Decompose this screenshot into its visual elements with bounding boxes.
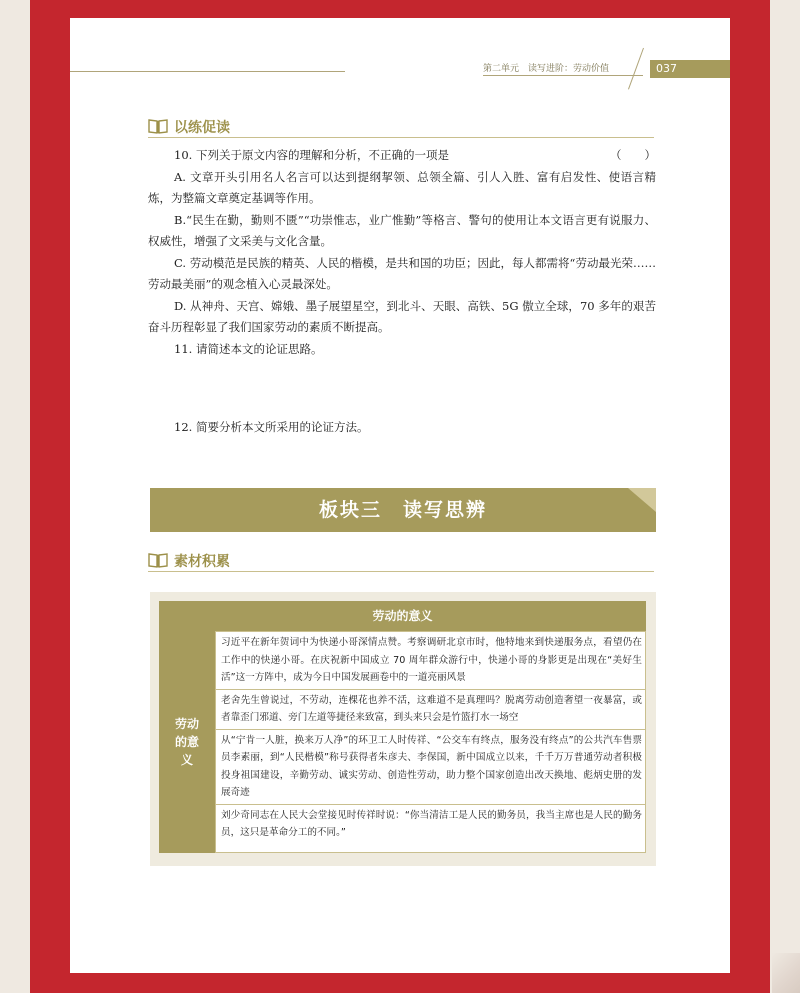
corner-decoration bbox=[772, 953, 800, 993]
header-rule-right bbox=[483, 75, 643, 76]
table-row: 习近平在新年贺词中为快递小哥深情点赞。考察调研北京市时，他特地来到快递服务点，看望仍在工作中的快递小哥。在庆祝新中国成立 70 周年群众游行中，快递小哥的身影更是出现在“美好生活”这一方阵中，成为今日中国发展画卷中的一道亮丽风景 bbox=[216, 632, 645, 690]
practice-heading bbox=[148, 117, 654, 138]
header-rule-left bbox=[70, 71, 345, 72]
table-body bbox=[215, 631, 646, 853]
table-row: 刘少奇同志在人民大会堂接见时传祥时说：“你当清洁工是人民的勤务员，我当主席也是人民的勤务员，这只是革命分工的不同。” bbox=[221, 809, 642, 838]
material-table bbox=[150, 592, 656, 866]
answer-parentheses: （ ） bbox=[610, 148, 656, 162]
question-12-block bbox=[148, 417, 656, 439]
table-title: 劳动的意义 bbox=[159, 601, 646, 631]
option-a: A. 文章开头引用名人名言可以达到提纲挈领、总领全篇、引人入胜、富有启发性、使语言精炼，为整篇文章奠定基调等作用。 bbox=[148, 169, 656, 205]
table-row: 老舍先生曾说过，不劳动，连棵花也养不活，这难道不是真理吗？脱离劳动创造奢望一夜暴富，或者靠歪门邪道、旁门左道等捷径来致富，到头来只会是竹篮打水一场空 bbox=[216, 690, 645, 730]
running-header: 第二单元 读写进阶：劳动价值 bbox=[483, 64, 610, 74]
question-10-stem: 10. 下列关于原文内容的理解和分析，不正确的一项是 bbox=[174, 148, 449, 162]
book-page bbox=[70, 18, 730, 973]
section-banner bbox=[150, 488, 656, 532]
material-title: 素材积累 bbox=[174, 554, 230, 570]
option-c: C. 劳动模范是民族的精英、人民的楷模，是共和国的功臣；因此，每人都需将“劳动最光荣……劳动最美丽”的观念植入心灵最深处。 bbox=[148, 255, 656, 291]
question-11: 11. 请简述本文的论证思路。 bbox=[174, 341, 323, 356]
material-heading bbox=[148, 551, 654, 572]
question-12: 12. 简要分析本文所采用的论证方法。 bbox=[174, 420, 369, 434]
table-row: 从“宁肯一人脏，换来万人净”的环卫工人时传祥、“公交车有终点，服务没有终点”的公共汽车售票员李素丽，到“人民楷模”称号获得者朱彦夫、李保国，新中国成立以来，千千万万普通劳动者积极投身祖国建设，辛勤劳动、诚实劳动、创造性劳动，助力整个国家创造出改天换地、彪炳史册的发展奇迹 bbox=[216, 730, 645, 805]
open-book-icon bbox=[148, 118, 168, 134]
option-b: B.“民生在勤，勤则不匮”“功崇惟志，业广惟勤”等格言、警句的使用让本文语言更有说服力、权威性，增强了文采美与文化含量。 bbox=[148, 212, 656, 248]
practice-title: 以练促读 bbox=[174, 120, 230, 136]
header-slash bbox=[628, 48, 644, 90]
open-book-icon bbox=[148, 552, 168, 568]
page-number: 037 bbox=[650, 60, 730, 78]
question-10 bbox=[148, 145, 656, 167]
question-block bbox=[148, 145, 656, 360]
table-side-label bbox=[159, 631, 215, 853]
option-d: D. 从神舟、天宫、嫦娥、墨子展望星空，到北斗、天眼、高铁、5G 傲立全球，70 多年的艰苦奋斗历程彰显了我们国家劳动的素质不断提高。 bbox=[148, 298, 656, 334]
banner-title: 板块三 读写思辨 bbox=[318, 499, 487, 521]
side-label-text: 劳动的意义 bbox=[174, 717, 199, 767]
